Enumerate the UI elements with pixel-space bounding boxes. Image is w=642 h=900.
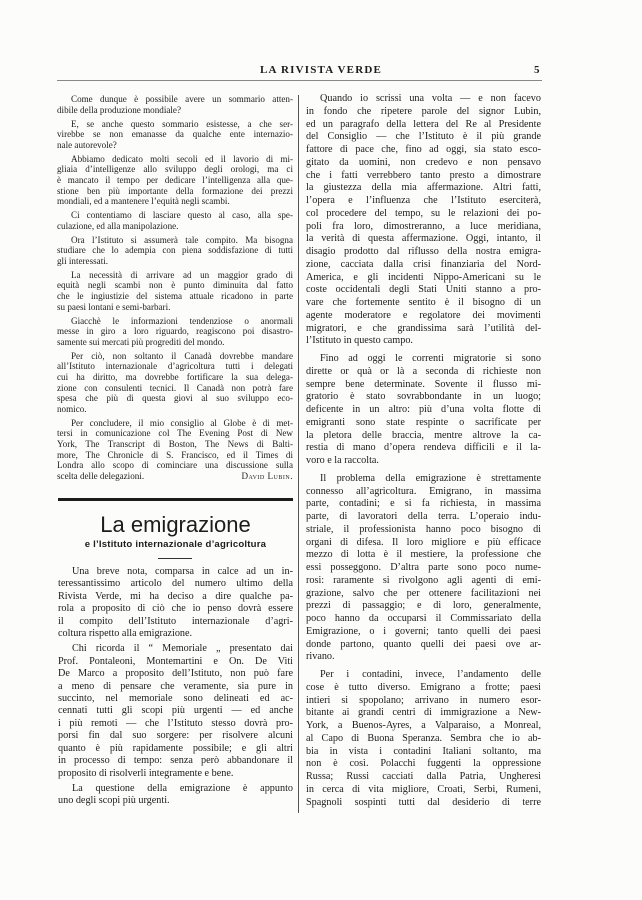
text-line: il compito dell’Istituto internazionale d’agri- bbox=[58, 615, 293, 627]
text-line: cose è tutto diverso. Emigrano a frotte; paesi bbox=[306, 681, 541, 693]
text-line: la verità di questa affermazione. Oggi, intanto, il bbox=[306, 233, 541, 245]
text-line: Rivista Verde, mi ha deciso a dire qualche pa- bbox=[58, 590, 293, 602]
text-line: coste occidentali degli Stati Uniti stanno a pro- bbox=[306, 284, 541, 296]
text-line: nomico. bbox=[57, 403, 87, 414]
paragraph bbox=[57, 418, 293, 482]
page-number: 5 bbox=[534, 64, 540, 76]
header-rule bbox=[57, 80, 542, 81]
text-line: Russa; Russi cacciati dalla Patria, Ungheresi bbox=[306, 771, 541, 782]
text-line: stione ben più importante della formazione dei prezzi bbox=[57, 185, 293, 196]
text-line: su paesi lontani e semi-barbari. bbox=[57, 301, 171, 312]
text-line: porsi fin dal suo sorgere: per risolvere alcuni bbox=[58, 730, 293, 742]
text-line: Spagnoli sospinti tutti dal desiderio di terre bbox=[306, 796, 541, 808]
text-line: mezzo di lotta è il mestiere, la professione che bbox=[306, 549, 541, 561]
article-title: La emigrazione bbox=[100, 512, 251, 537]
article-body bbox=[58, 566, 293, 811]
text-line: la pletora delle braccia, mentre altrove la ca- bbox=[306, 429, 541, 441]
paragraph bbox=[57, 94, 293, 115]
text-line: Fino ad oggi le correnti migratorie si sono bbox=[320, 353, 541, 364]
text-line: voro e la raccolta. bbox=[306, 455, 379, 466]
text-line: Come dunque è possibile avere un sommario atten- bbox=[71, 94, 293, 104]
text-line: coltura rispetto alla emigrazione. bbox=[58, 628, 193, 640]
text-line: Prof. Pontaleoni, Montemartini e On. De Viti bbox=[58, 655, 293, 667]
text-line: proposito di risolverli integramente e bene. bbox=[58, 767, 234, 779]
text-line: Per ciò, non soltanto il Canadà dovrebbe mandare bbox=[71, 350, 293, 361]
text-line: bia in vista i contadini Italiani soltanto, ma bbox=[306, 745, 541, 757]
paragraph bbox=[57, 316, 293, 348]
text-line: parte, di lavoratori della terra. L’operaio indu- bbox=[306, 511, 541, 522]
text-line: organi di difesa. Il loro migliore e più efficace bbox=[306, 536, 541, 548]
paragraph bbox=[306, 353, 541, 468]
text-line: essi posseggono. D’altra parte sono poco nume- bbox=[306, 562, 541, 573]
text-line: non è così. Polacchi fuggenti la oppressione bbox=[306, 758, 541, 770]
paragraph bbox=[57, 351, 293, 415]
text-line: dirette or quà or là a seconda di richieste non bbox=[306, 365, 541, 377]
text-line: del Consiglio — che l’Istituto è il più grande bbox=[306, 131, 541, 143]
article-subtitle: e l’Istituto internazionale d’agricoltura bbox=[84, 539, 267, 550]
text-line: quanto è più rapidamente possibile; e gli altri bbox=[58, 742, 293, 754]
text-line: gratorio è stato sovrabbondante in un luogo; bbox=[306, 391, 541, 403]
text-line: deficente in un altro: più d’una volta flotte di bbox=[306, 404, 541, 415]
text-line: al Capo di Buona Speranza. Sembra che io ab- bbox=[306, 732, 541, 744]
signature-line bbox=[57, 471, 293, 482]
text-line: a meno di pensare che veramente, sia pure in bbox=[58, 680, 293, 692]
text-line: Ci contentiamo di lasciare questo al caso, alla spe- bbox=[71, 210, 293, 221]
text-line: Ora l’Istituto si assumerà tale compito. Ma bisogna bbox=[71, 234, 293, 245]
paragraph bbox=[58, 783, 293, 808]
text-line: in processo di tempo: senza però abbandonare il bbox=[58, 755, 293, 767]
text-line: dibile della produzione mondiale? bbox=[57, 104, 181, 115]
text-line: E, se anche questo sommario esistesse, a che ser- bbox=[71, 118, 293, 129]
paragraph bbox=[57, 154, 293, 207]
text-line: che i fatti verrebbero tanto presto a dimostrare bbox=[306, 169, 541, 181]
text-line: tersi in comunicazione col The Evening Post di New bbox=[57, 428, 293, 439]
article-separator-rule bbox=[58, 498, 293, 501]
text-line: Quando io scrissi una volta — e non facevo bbox=[320, 93, 541, 104]
column-divider bbox=[298, 95, 299, 813]
right-column-text bbox=[306, 93, 541, 814]
text-line: Emigrazione, o i governi; tanto quelli dei paesi bbox=[306, 625, 541, 637]
text-line: poli fra loro, dimostreranno, a luce meridiana, bbox=[306, 220, 541, 232]
text-line: Una breve nota, comparsa in calce ad un in- bbox=[72, 566, 293, 577]
paragraph bbox=[57, 119, 293, 151]
text-line: i più remoti — che l’Istituto stesso dovrà pro- bbox=[58, 717, 293, 729]
text-line: teressantissimo articolo del numero ultimo della bbox=[58, 578, 293, 590]
text-line: restia di mano d’opera rendeva difficili e il la- bbox=[306, 442, 541, 454]
text-line: fattore di pace che, fino ad oggi, sia stato esco- bbox=[306, 144, 541, 155]
text-line: donde partono, quanto quelli dei paesi ove ar- bbox=[306, 638, 541, 650]
text-line: parte, contadini; e si fa richiesta, in massima bbox=[306, 498, 541, 510]
text-line: rosi: raramente si rivolgono agli agenti di emi- bbox=[306, 574, 541, 586]
text-line: studiare che lo adempia con piena soddisfazione di tutti bbox=[57, 245, 293, 256]
text-line: cennati tutti gli scopi più urgenti — ed anche bbox=[58, 705, 293, 717]
text-line: York, a Buenos-Ayres, a Valparaiso, a Monreal, bbox=[306, 720, 541, 731]
text-line: La questione della emigrazione è appunto bbox=[72, 782, 293, 794]
text-line: l’opera e l’influenza che l’Istituto eserciterà, bbox=[306, 195, 541, 206]
text-line: succinto, nel memoriale sono delineati ed ac- bbox=[58, 693, 293, 705]
text-line: zione, cacciata dalla crisi finanziaria del Nord- bbox=[306, 258, 541, 270]
text-line: rivano. bbox=[306, 651, 335, 663]
text-line: cui ha diritto, ma dovrebbe fortificare la sua delega- bbox=[57, 371, 293, 382]
text-line: more, The Chronicle di S. Francisco, ed il Times di bbox=[57, 449, 293, 460]
text-line: bitante ai grandi centri di immigrazione a New- bbox=[306, 707, 541, 719]
text-line: emigranti sono state respinte o sacrificate per bbox=[306, 416, 541, 428]
paragraph bbox=[57, 270, 293, 312]
text-line: disagio prodotto dal riflusso della nostra emigra- bbox=[306, 246, 541, 257]
text-line: Abbiamo dedicato molti secoli ed il lavorio di mi- bbox=[71, 153, 293, 164]
paragraph bbox=[306, 669, 541, 809]
text-line: vare che fortemente sentito è il bisogno di un bbox=[306, 297, 541, 308]
text-line: Giacchè le informazioni tendenziose o anormali bbox=[71, 315, 293, 326]
text-line: Il problema della emigrazione è strettamente bbox=[320, 472, 541, 484]
text-line: uno degli scopi più urgenti. bbox=[58, 795, 170, 807]
text-line: striale, il professionista hanno poco bisogno di bbox=[306, 523, 541, 535]
paragraph bbox=[57, 210, 293, 231]
paragraph bbox=[306, 93, 541, 348]
text-line: mondiali, ed a mantenere l’equità negli scambi. bbox=[57, 196, 230, 207]
text-line: Per i contadini, invece, l’andamento delle bbox=[320, 669, 541, 680]
text-line: in fondo che ripetere parole del signor Lubin, bbox=[306, 105, 541, 117]
text-line: che le ingiustizie del sistema attuale ricadono in parte bbox=[57, 291, 293, 302]
text-line: sempre bene determinate. Sovente il flusso mi- bbox=[306, 378, 541, 390]
subtitle-rule bbox=[158, 558, 192, 559]
text-line: Londra allo scopo di cominciare una discussione sulla bbox=[57, 460, 293, 471]
paragraph bbox=[58, 566, 293, 640]
text-line: col procedere del tempo, su le relazioni dei po- bbox=[306, 207, 541, 219]
text-line: in cerca di vita migliore, Croati, Serbi, Rumeni, bbox=[306, 783, 541, 795]
text-line: ed un paragrafo della lettera del Re al Presidente bbox=[306, 118, 541, 130]
text-line: la giustezza della mia affermazione. Altri fatti, bbox=[306, 182, 541, 194]
author-signature: David Lubin. bbox=[241, 470, 293, 481]
text-line: Chi ricorda il “ Memoriale „ presentato dai bbox=[72, 643, 293, 655]
text-line: prezzi di passaggio; e di loro, generalmente, bbox=[306, 600, 541, 612]
text-line: samente sui mercati più progrediti del mondo. bbox=[57, 336, 225, 347]
letter-text bbox=[57, 94, 293, 485]
text-line: De Marco a proposito dell’Istituto, non può fare bbox=[58, 668, 293, 680]
text-line: Per concludere, il mio consiglio al Globe è di met- bbox=[71, 417, 293, 428]
text-line: scelta delle delegazioni. bbox=[57, 470, 145, 481]
text-line: equità negli scambi non è punto diminuita dal fatto bbox=[57, 280, 293, 291]
paragraph bbox=[58, 643, 293, 779]
text-line: gitato da uomini, non credevo e non pensavo bbox=[306, 156, 541, 168]
text-line: gliaia d’intelligenze allo sviluppo degli orologi, ma ci bbox=[57, 164, 293, 175]
text-line: connesso all’agricoltura. Emigrano, in massima bbox=[306, 485, 541, 497]
text-line: spesa che più di questa giovi al suo sviluppo eco- bbox=[57, 393, 293, 404]
text-line: poco hanno da occuparsi il Commissariato della bbox=[306, 613, 541, 624]
text-line: rola a proposito di ciò che io penso dovrà essere bbox=[58, 603, 293, 615]
text-line: La necessità di arrivare ad un maggior grado di bbox=[71, 269, 293, 280]
text-line: all’Istituto internazionale d’agricoltura tutti i delegati bbox=[57, 361, 293, 372]
text-line: virebbe se non emanasse da qualche ente internazio- bbox=[57, 129, 293, 140]
text-line: l’Istituto in questo campo. bbox=[306, 335, 413, 347]
text-line: migratori, e che grandissima sarà l’utilità del- bbox=[306, 322, 541, 334]
text-line: gli interessati. bbox=[57, 255, 109, 266]
text-line: intieri si spopolano; arrivano in numero esor- bbox=[306, 694, 541, 706]
text-line: è mancato il tempo per dedicare l’intelligenza alla que- bbox=[57, 174, 293, 185]
text-line: culazione, ed alla manipolazione. bbox=[57, 220, 179, 231]
text-line: agente moderatore e regolatore dei movimenti bbox=[306, 309, 541, 321]
text-line: grazione, salvo che per ottenere facilitazioni nei bbox=[306, 587, 541, 599]
text-line: York, The Transcript di Boston, The News di Balti- bbox=[57, 438, 293, 449]
text-line: America, e gli incidenti Nippo-Americani su le bbox=[306, 271, 541, 283]
paragraph bbox=[306, 473, 541, 664]
paragraph bbox=[57, 235, 293, 267]
text-line: nale autorevole? bbox=[57, 139, 117, 150]
journal-title: LA RIVISTA VERDE bbox=[259, 64, 383, 76]
text-line: messe in giro a loro riguardo, reagiscono poi disastro- bbox=[57, 326, 293, 337]
text-line: zione con consulenti tecnici. Il Canadà non potrà fare bbox=[57, 382, 293, 393]
